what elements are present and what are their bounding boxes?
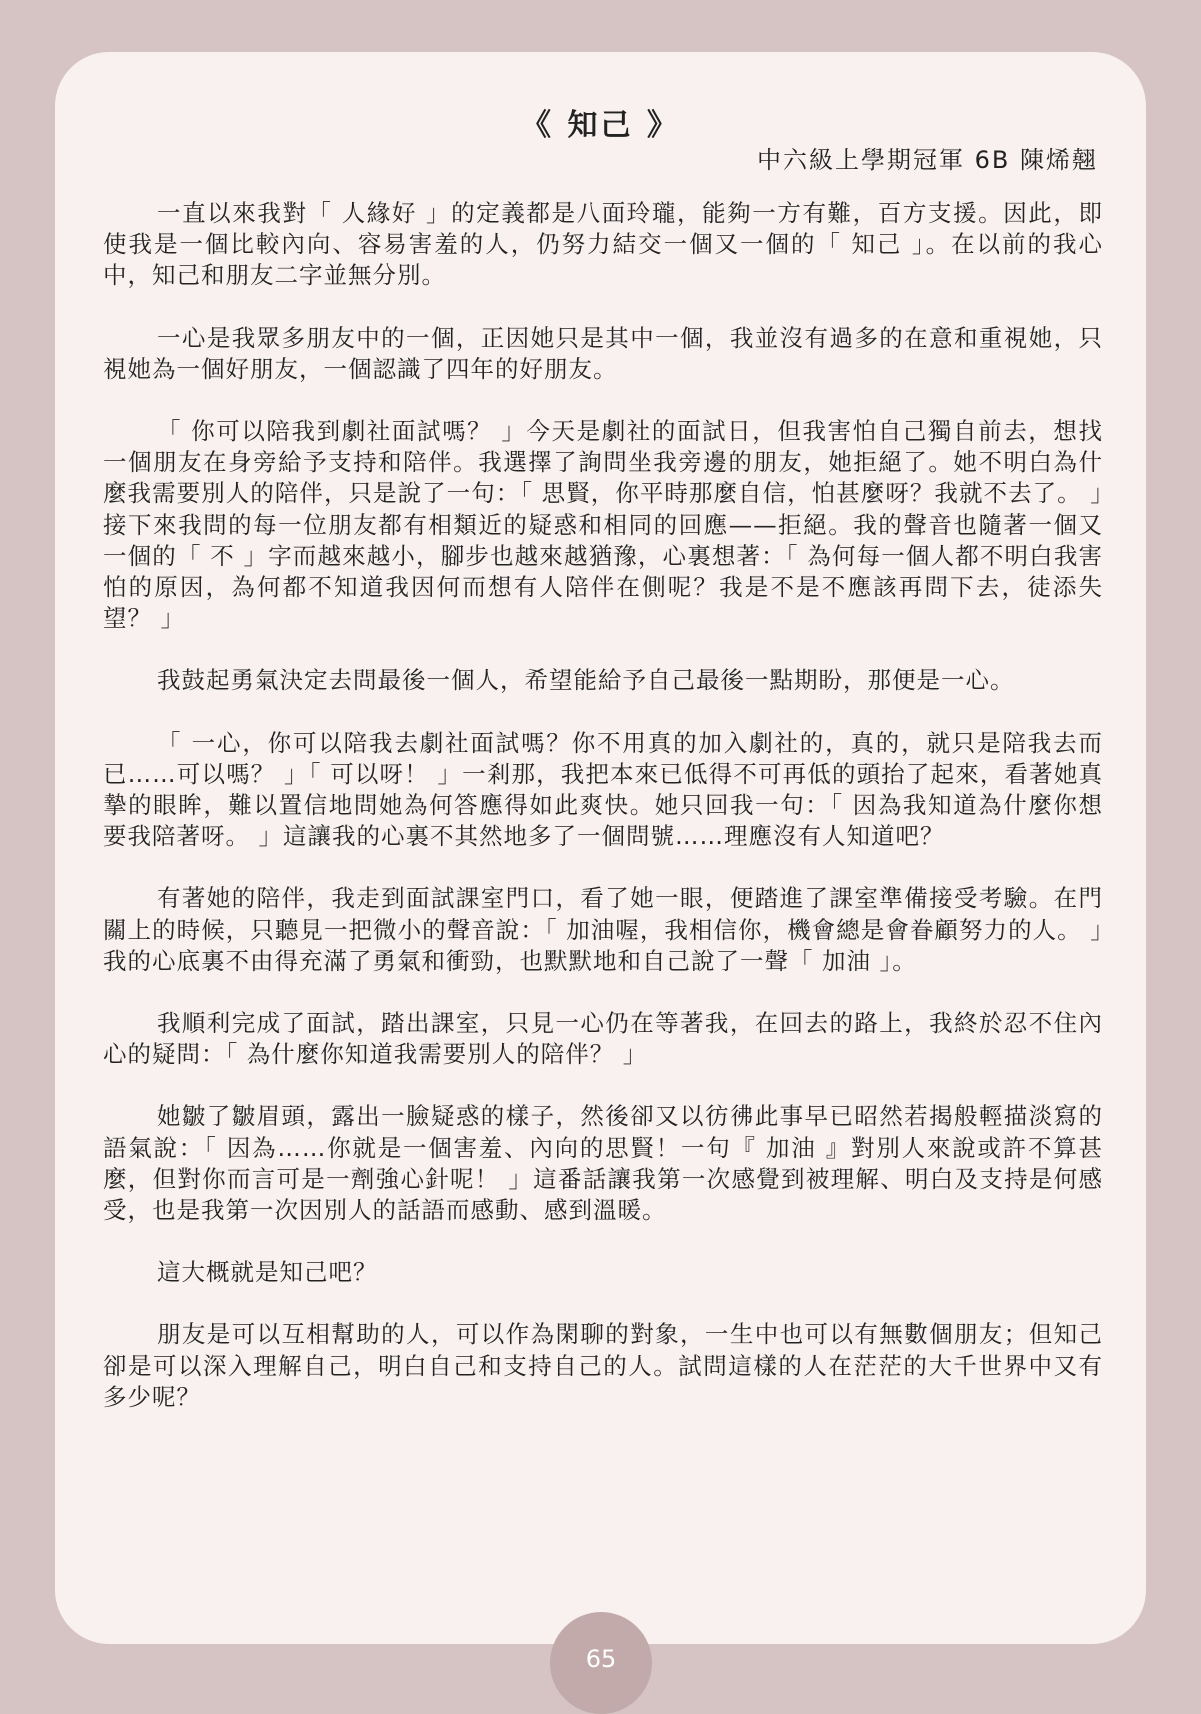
paragraph: 我鼓起勇氣決定去問最後一個人，希望能給予自己最後一點期盼，那便是一心。 — [157, 666, 1015, 695]
paragraph: 這大概就是知己吧？ — [157, 1258, 378, 1287]
paragraph: 有著她的陪伴，我走到面試課室門口，看了她一眼，便踏進了課室準備接受考驗。在門關上的時候，只聽見一把微小的聲音說：「 加油喔，我相信你，機會總是會眷顧努力的人。 」我的心底裏不由得充滿了勇氣和衝勁，也默默地和自己說了一聲「 加油 」。 — [103, 884, 1103, 975]
paragraph: 一心是我眾多朋友中的一個，正因她只是其中一個，我並沒有過多的在意和重視她，只視她為一個好朋友，一個認識了四年的好朋友。 — [103, 323, 1103, 383]
paragraph: 朋友是可以互相幫助的人，可以作為閑聊的對象，一生中也可以有無數個朋友；但知己卻是可以深入理解自己，明白自己和支持自己的人。試問這樣的人在茫茫的大千世界中又有多少呢？ — [103, 1320, 1103, 1411]
page-number: 65 — [550, 1612, 652, 1714]
paragraph: 「 你可以陪我到劇社面試嗎？ 」今天是劇社的面試日，但我害怕自己獨自前去，想找一個朋友在身旁給予支持和陪伴。我選擇了詢問坐我旁邊的朋友，她拒絕了。她不明白為什麼我需要別人的陪伴，只是說了一句：「 思賢，你平時那麼自信，怕甚麼呀？我就不去了。 」接下來我問的每一位朋友都有相類近的疑惑和相同的回應——拒絕。我的聲音也隨著一個又一個的「 不 」字而越來越小，腳步也越來越猶豫，心裏想著：「 為何每一個人都不明白我害怕的原因，為何都不知道我因何而想有人陪伴在側呢？我是不是不應該再問下去，徒添失望？ 」 — [103, 417, 1103, 633]
paragraph: 一直以來我對「 人緣好 」的定義都是八面玲瓏，能夠一方有難，百方支援。因此，即使我是一個比較內向、容易害羞的人，仍努力結交一個又一個的「 知己 」。在以前的我心中，知己和朋友二字並無分別。 — [103, 199, 1103, 290]
article-body — [103, 198, 1103, 1444]
article-title: 《 知己 》 — [521, 108, 680, 143]
page-card — [55, 52, 1146, 1644]
paragraph: 「 一心，你可以陪我去劇社面試嗎？你不用真的加入劇社的，真的，就只是陪我去而已……可以嗎？ 」「 可以呀！ 」一剎那，我把本來已低得不可再低的頭抬了起來，看著她真摯的眼眸，難以置信地問她為何答應得如此爽快。她只回我一句：「 因為我知道為什麼你想要我陪著呀。 」這讓我的心裏不其然地多了一個問號……理應沒有人知道吧？ — [103, 728, 1103, 851]
paragraph: 我順利完成了面試，踏出課室，只見一心仍在等著我，在回去的路上，我終於忍不住內心的疑問：「 為什麼你知道我需要別人的陪伴？ 」 — [103, 1009, 1103, 1069]
author-byline: 中六級上學期冠軍 6B 陳烯翹 — [757, 146, 1098, 174]
paragraph: 她皺了皺眉頭，露出一臉疑惑的樣子，然後卻又以彷彿此事早已昭然若揭般輕描淡寫的語氣說：「 因為……你就是一個害羞、內向的思賢！一句『 加油 』對別人來說或許不算甚麼，但對你而言可是一劑強心針呢！ 」這番話讓我第一次感覺到被理解、明白及支持是何感受，也是我第一次因別人的話語而感動、感到溫暖。 — [103, 1102, 1103, 1225]
